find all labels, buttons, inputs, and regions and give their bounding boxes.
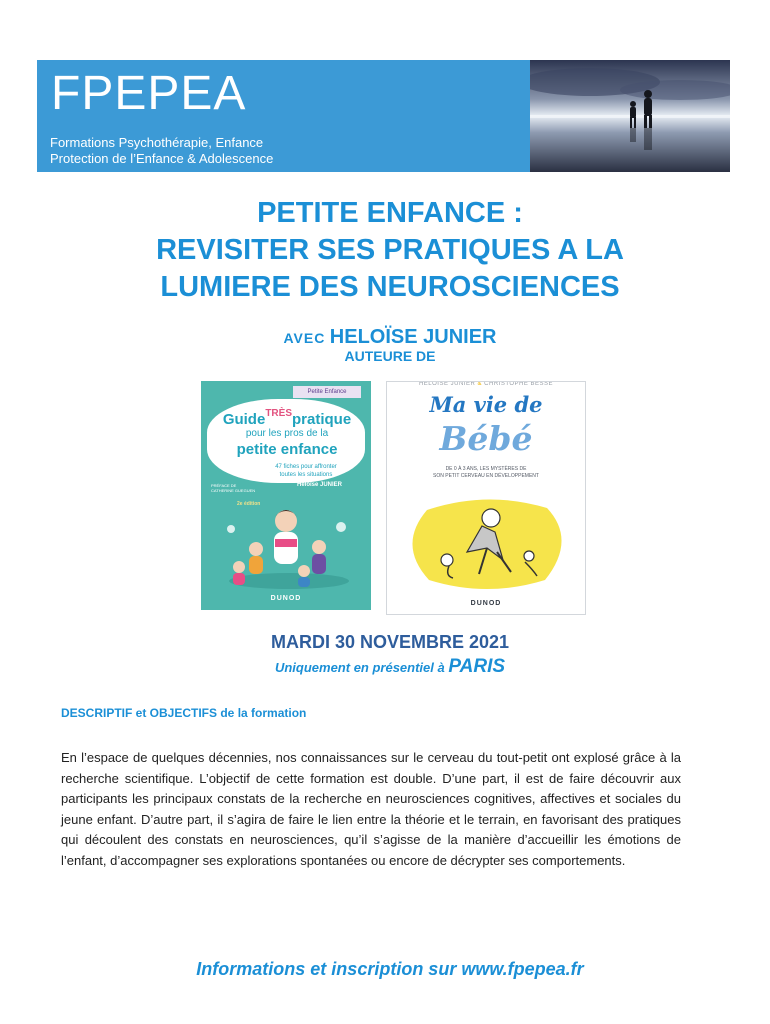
event-mode: Uniquement en présentiel à [274, 660, 445, 675]
book1-preface-line-2: CATHERINE GUEGUEN [211, 488, 256, 493]
book2-subtitle-line-2: SON PETIT CERVEAU EN DÉVELOPPEMENT [433, 473, 539, 479]
page-title [0, 195, 770, 306]
book2-author-1: HÉLOÏSE JUNIER [418, 381, 476, 387]
auteure-label: AUTEURE DE [344, 348, 436, 364]
event-location [0, 656, 770, 678]
tagline-line-1: Formations Psychothérapie, Enfance [50, 135, 264, 150]
speaker-line [0, 326, 770, 349]
section-heading: DESCRIPTIF et OBJECTIFS de la formation [61, 706, 307, 720]
footer-registration-link[interactable]: Informations et inscription sur www.fpepea.fr [196, 959, 584, 979]
tagline-line-2: Protection de l’Enfance & Adolescence [50, 151, 274, 166]
book2-ampersand: & [477, 381, 482, 387]
book1-edition: 2e édition [237, 501, 261, 507]
book1-fiches-line-1: 47 fiches pour affronter [275, 464, 337, 470]
event-city: PARIS [448, 656, 506, 677]
book1-guide: Guide [222, 411, 266, 428]
book1-publisher: DUNOD [270, 595, 302, 602]
book1-preface [211, 483, 255, 493]
book1-preface-line-1: PRÉFACE DE [211, 483, 237, 488]
title-line-1: PETITE ENFANCE : [257, 197, 523, 229]
book1-fiches [251, 463, 361, 479]
book2-title-line-2: Bébé [439, 419, 533, 458]
book-cover-ma-vie-de-bebe [386, 381, 586, 615]
book1-tres: TRÈS [265, 408, 292, 419]
book2-authors [387, 381, 585, 387]
brand-logo-text: FPEPEA [51, 67, 247, 120]
book1-author: Héloïse JUNIER [297, 482, 343, 488]
publisher-badge: Petite Enfance [293, 386, 361, 398]
book2-publisher: DUNOD [470, 600, 502, 607]
brand-tagline [50, 135, 273, 167]
header-photo-silhouettes [530, 60, 730, 172]
book1-illustration [201, 499, 371, 591]
avec-label: AVEC [283, 330, 326, 346]
book2-subtitle-line-1: DE 0 À 3 ANS, LES MYSTÈRES DE [445, 466, 527, 472]
book1-title [211, 408, 363, 428]
book-cover-guide [201, 381, 371, 610]
description-paragraph: En l’espace de quelques décennies, nos connaissances sur le cerveau du tout-petit ont explosé grâce à la recherche scientifique. L’objectif de cette formation est double. D’une part, il est de faire découvrir aux participants les principaux constats de la recherche en neurosciences cognitives, affectives et sociales du jeune enfant. D’autre part, il s’agira de faire le lien entre la théorie et le terrain, en favorisant des pratiques qui découlent des constats en neurosciences, qu’il s’agisse de la manière d’accueillir les émotions de l’enfant, d’accompagner ses explorations spontanées ou encore de décrypter ses comportements. [61, 750, 681, 868]
book2-illustration [387, 490, 585, 598]
book2-author-2: CHRISTOPHE BESSE [484, 381, 554, 387]
book1-pratique: pratique [292, 411, 352, 428]
event-date: MARDI 30 NOVEMBRE 2021 [270, 632, 510, 652]
title-line-2: REVISITER SES PRATIQUES A LA [156, 234, 624, 266]
book2-subtitle [407, 466, 565, 480]
header-banner [37, 60, 730, 172]
title-line-3: LUMIERE DES NEUROSCIENCES [160, 271, 620, 303]
book1-petite-enfance: petite enfance [236, 441, 338, 458]
book2-title-line-1: Ma vie de [429, 392, 543, 417]
speaker-name: HELOÏSE JUNIER [329, 326, 497, 348]
book1-pour: pour les pros de la [245, 428, 329, 439]
book1-fiches-line-2: toutes les situations [279, 472, 333, 478]
